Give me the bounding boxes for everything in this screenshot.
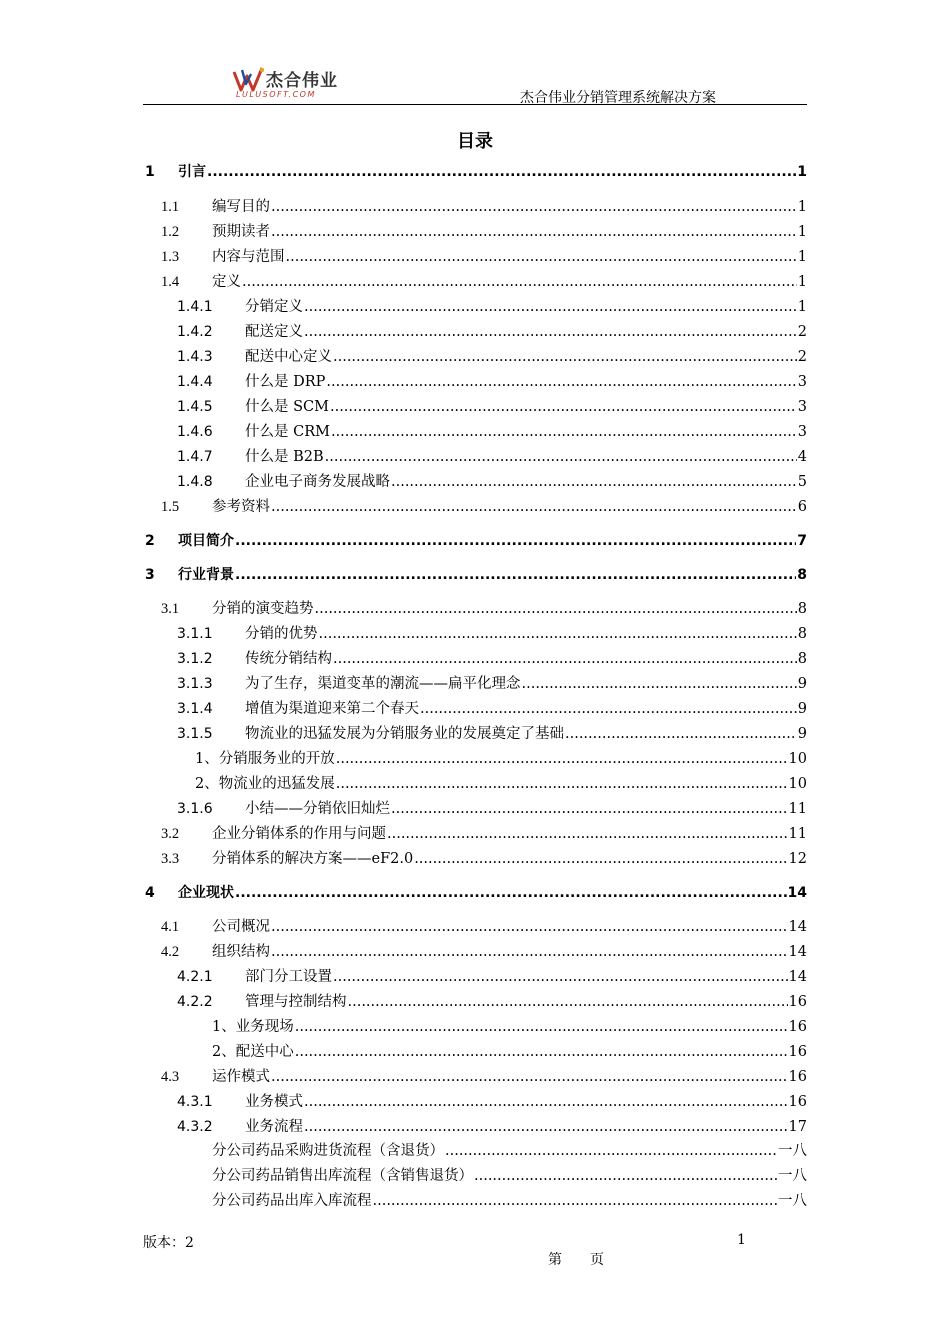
toc-entry[interactable]	[0, 748, 950, 770]
toc-entry-label: 小结——分销依旧灿烂	[245, 801, 390, 817]
toc-entry-page: 8	[797, 601, 807, 617]
toc-entry[interactable]	[0, 723, 950, 745]
toc-entry[interactable]	[0, 941, 950, 963]
toc-entry-label: 为了生存，渠道变革的潮流——扁平化理念	[245, 676, 521, 692]
toc-leader-dots	[373, 1190, 778, 1212]
toc-entry-page: 11	[788, 801, 807, 817]
toc-leader-dots	[271, 916, 788, 938]
toc-entry-number: 3.1.1	[177, 626, 213, 642]
toc-entry-page: 16	[788, 994, 807, 1010]
header-rule	[143, 104, 807, 105]
toc-entry[interactable]	[0, 798, 950, 820]
toc-heading: 目录	[457, 131, 493, 152]
toc-entry-page: 1	[797, 299, 807, 315]
toc-entry-page: 3	[797, 399, 807, 415]
toc-entry[interactable]	[0, 966, 950, 988]
toc-entry-label: 分销的优势	[245, 626, 318, 642]
toc-entry-page: 3	[797, 374, 807, 390]
toc-entry-number: 4.1	[161, 919, 180, 935]
toc-leader-dots	[331, 421, 797, 443]
toc-entry-label: 分公司药品采购进货流程（含退货）	[212, 1143, 444, 1159]
toc-entry-label: 分销定义	[245, 299, 303, 315]
toc-entry-number: 1	[145, 164, 155, 180]
toc-entry-label: 配送定义	[245, 324, 303, 340]
toc-entry-page: 14	[788, 919, 807, 935]
toc-entry[interactable]	[0, 1016, 950, 1038]
toc-leader-dots	[295, 1041, 788, 1063]
toc-entry-page: 16	[788, 1044, 807, 1060]
toc-leader-dots	[348, 991, 788, 1013]
toc-entry-number: 1.3	[161, 249, 180, 265]
toc-entry-number: 3.1.5	[177, 726, 213, 742]
toc-entry[interactable]	[0, 623, 950, 645]
toc-entry-page: 10	[788, 776, 807, 792]
toc-leader-dots	[235, 530, 796, 552]
logo-subtext: LULUSOFT.COM	[236, 90, 316, 99]
toc-entry-page: 16	[788, 1094, 807, 1110]
toc-entry-page: 8	[797, 626, 807, 642]
toc-leader-dots	[391, 798, 788, 820]
toc-leader-dots	[271, 496, 797, 518]
toc-entry[interactable]	[0, 1190, 950, 1212]
toc-entry[interactable]	[0, 371, 950, 393]
toc-entry-page: 14	[788, 969, 807, 985]
toc-entry-label: 什么是 DRP	[245, 374, 326, 390]
toc-leader-dots	[445, 1140, 777, 1162]
toc-leader-dots	[414, 848, 787, 870]
toc-entry-number: 3.1.4	[177, 701, 213, 717]
toc-leader-dots	[420, 698, 797, 720]
toc-entry[interactable]	[0, 421, 950, 443]
toc-leader-dots	[333, 346, 797, 368]
toc-entry-label: 什么是 CRM	[245, 424, 330, 440]
toc-entry-label: 企业分销体系的作用与问题	[212, 826, 386, 842]
toc-entry-page: 8	[797, 651, 807, 667]
toc-leader-dots	[295, 1016, 788, 1038]
toc-entry-label: 编写目的	[212, 199, 270, 215]
toc-leader-dots	[336, 773, 788, 795]
toc-entry-label: 业务流程	[245, 1119, 303, 1135]
toc-entry-label: 配送中心定义	[245, 349, 332, 365]
toc-entry[interactable]	[0, 246, 950, 268]
footer-page-label: 第 页	[548, 1252, 604, 1268]
toc-entry-label: 什么是 B2B	[245, 449, 324, 465]
toc-entry-label: 管理与控制结构	[245, 994, 347, 1010]
toc-entry-number: 3.1.6	[177, 801, 213, 817]
toc-entry[interactable]	[0, 1066, 950, 1088]
toc-entry[interactable]	[0, 773, 950, 795]
toc-entry-page: 一八	[778, 1193, 807, 1209]
toc-entry-label: 组织结构	[212, 944, 270, 960]
toc-entry-page: 1	[797, 249, 807, 265]
toc-entry[interactable]	[0, 1116, 950, 1138]
footer-page-number: 1	[737, 1232, 746, 1248]
toc-entry-number: 4.2.2	[177, 994, 213, 1010]
toc-entry-label: 企业电子商务发展战略	[245, 474, 390, 490]
toc-entry-label: 企业现状	[178, 885, 234, 901]
toc-entry[interactable]	[0, 564, 950, 586]
toc-entry-page: 1	[797, 224, 807, 240]
toc-entry-page: 6	[797, 499, 807, 515]
toc-entry-page: 7	[797, 533, 807, 549]
toc-entry[interactable]	[0, 1091, 950, 1113]
toc-entry-label: 运作模式	[212, 1069, 270, 1085]
toc-entry[interactable]	[0, 991, 950, 1013]
toc-entry-number: 1.4.5	[177, 399, 213, 415]
toc-entry-label: 部门分工设置	[245, 969, 332, 985]
toc-entry-label: 分公司药品销售出库流程（含销售退货）	[212, 1168, 473, 1184]
toc-entry[interactable]	[0, 471, 950, 493]
toc-leader-dots	[325, 446, 797, 468]
footer-version: 版本：2	[143, 1235, 194, 1251]
toc-entry-number: 1.4	[161, 274, 180, 290]
toc-entry[interactable]	[0, 221, 950, 243]
toc-entry-number: 1.4.4	[177, 374, 213, 390]
toc-entry-page: 2	[797, 349, 807, 365]
toc-entry-label: 业务模式	[245, 1094, 303, 1110]
toc-entry-number: 4.3.2	[177, 1119, 213, 1135]
toc-entry-label: 分公司药品出库入库流程	[212, 1193, 372, 1209]
toc-leader-dots	[319, 623, 797, 645]
toc-leader-dots	[235, 882, 787, 904]
toc-entry-label: 2、配送中心	[212, 1044, 294, 1060]
toc-entry-label: 分销的演变趋势	[212, 601, 314, 617]
toc-entry-page: 1	[797, 164, 807, 180]
toc-entry[interactable]	[0, 296, 950, 318]
toc-leader-dots	[271, 941, 788, 963]
toc-leader-dots	[333, 648, 797, 670]
toc-entry-number: 1.4.3	[177, 349, 213, 365]
toc-entry-page: 10	[788, 751, 807, 767]
toc-leader-dots	[326, 371, 796, 393]
toc-entry[interactable]	[0, 271, 950, 293]
toc-entry-page: 8	[797, 567, 807, 583]
toc-entry[interactable]	[0, 446, 950, 468]
toc-leader-dots	[391, 471, 797, 493]
toc-leader-dots	[522, 673, 797, 695]
toc-entry-label: 什么是 SCM	[245, 399, 329, 415]
company-logo	[232, 66, 342, 102]
toc-entry-label: 2、物流业的迅猛发展	[195, 776, 335, 792]
toc-entry-label: 物流业的迅猛发展为分销服务业的发展奠定了基础	[245, 726, 564, 742]
toc-entry-label: 增值为渠道迎来第二个春天	[245, 701, 419, 717]
toc-leader-dots	[336, 748, 788, 770]
toc-entry-page: 一八	[778, 1143, 807, 1159]
toc-entry[interactable]	[0, 823, 950, 845]
toc-entry-number: 1.4.8	[177, 474, 213, 490]
toc-entry-number: 1.5	[161, 499, 180, 515]
toc-entry[interactable]	[0, 648, 950, 670]
toc-entry[interactable]	[0, 1041, 950, 1063]
toc-entry-page: 16	[788, 1019, 807, 1035]
toc-entry-label: 内容与范围	[212, 249, 285, 265]
toc-entry[interactable]	[0, 673, 950, 695]
toc-entry-number: 4	[145, 885, 155, 901]
toc-leader-dots	[304, 1116, 788, 1138]
toc-entry-label: 1、分销服务业的开放	[195, 751, 335, 767]
toc-entry-page: 9	[797, 726, 807, 742]
toc-entry-page: 14	[788, 944, 807, 960]
toc-leader-dots	[304, 296, 797, 318]
toc-leader-dots	[315, 598, 797, 620]
toc-entry-label: 行业背景	[178, 567, 234, 583]
toc-leader-dots	[333, 966, 788, 988]
toc-entry[interactable]	[0, 848, 950, 870]
toc-entry[interactable]	[0, 916, 950, 938]
toc-leader-dots	[474, 1165, 777, 1187]
toc-entry-number: 3.1.2	[177, 651, 213, 667]
toc-entry-page: 17	[788, 1119, 807, 1135]
document-title: 杰合伟业分销管理系统解决方案	[520, 90, 716, 106]
toc-entry-number: 1.2	[161, 224, 180, 240]
toc-entry-label: 参考资料	[212, 499, 270, 515]
toc-entry[interactable]	[0, 1165, 950, 1187]
toc-entry-label: 预期读者	[212, 224, 270, 240]
toc-entry[interactable]	[0, 161, 950, 183]
toc-entry-page: 4	[797, 449, 807, 465]
toc-entry-number: 2	[145, 533, 155, 549]
toc-entry-page: 2	[797, 324, 807, 340]
toc-entry[interactable]	[0, 530, 950, 552]
toc-entry-number: 1.4.7	[177, 449, 213, 465]
toc-leader-dots	[565, 723, 797, 745]
toc-entry-label: 项目简介	[178, 533, 234, 549]
toc-entry-number: 3.1.3	[177, 676, 213, 692]
toc-leader-dots	[271, 221, 797, 243]
toc-entry-number: 3.2	[161, 826, 180, 842]
toc-entry-page: 11	[788, 826, 807, 842]
toc-entry-number: 3	[145, 567, 155, 583]
toc-entry-label: 公司概况	[212, 919, 270, 935]
toc-leader-dots	[304, 321, 797, 343]
toc-entry-page: 14	[787, 885, 807, 901]
toc-leader-dots	[235, 564, 796, 586]
toc-leader-dots	[271, 196, 797, 218]
toc-entry-number: 4.2	[161, 944, 180, 960]
toc-entry-number: 3.3	[161, 851, 180, 867]
toc-entry[interactable]	[0, 1140, 950, 1162]
toc-entry-label: 引言	[178, 164, 206, 180]
toc-entry[interactable]	[0, 321, 950, 343]
toc-leader-dots	[242, 271, 797, 293]
toc-entry-label: 传统分销结构	[245, 651, 332, 667]
toc-leader-dots	[330, 396, 797, 418]
toc-entry[interactable]	[0, 496, 950, 518]
toc-entry-page: 9	[797, 701, 807, 717]
toc-entry[interactable]	[0, 396, 950, 418]
toc-entry-page: 12	[788, 851, 807, 867]
toc-entry-number: 1.4.1	[177, 299, 213, 315]
toc-leader-dots	[304, 1091, 788, 1113]
toc-leader-dots	[207, 161, 796, 183]
toc-entry-number: 1.1	[161, 199, 180, 215]
toc-entry-label: 1、业务现场	[212, 1019, 294, 1035]
toc-entry-page: 1	[797, 199, 807, 215]
toc-entry-label: 分销体系的解决方案——eF2.0	[212, 851, 414, 867]
toc-entry-number: 4.3	[161, 1069, 180, 1085]
toc-entry-page: 一八	[778, 1168, 807, 1184]
toc-entry[interactable]	[0, 882, 950, 904]
toc-entry-label: 定义	[212, 274, 241, 290]
toc-entry-number: 4.3.1	[177, 1094, 213, 1110]
logo-text: 杰合伟业	[266, 71, 338, 91]
toc-entry-number: 4.2.1	[177, 969, 213, 985]
toc-entry-page: 5	[797, 474, 807, 490]
toc-entry-number: 1.4.6	[177, 424, 213, 440]
toc-entry-number: 3.1	[161, 601, 180, 617]
toc-entry[interactable]	[0, 196, 950, 218]
toc-leader-dots	[387, 823, 788, 845]
toc-leader-dots	[271, 1066, 788, 1088]
toc-entry-page: 1	[797, 274, 807, 290]
toc-entry[interactable]	[0, 598, 950, 620]
toc-entry[interactable]	[0, 346, 950, 368]
toc-entry-page: 16	[788, 1069, 807, 1085]
toc-leader-dots	[286, 246, 797, 268]
toc-entry[interactable]	[0, 698, 950, 720]
toc-entry-page: 3	[797, 424, 807, 440]
toc-entry-page: 9	[797, 676, 807, 692]
toc-entry-number: 1.4.2	[177, 324, 213, 340]
